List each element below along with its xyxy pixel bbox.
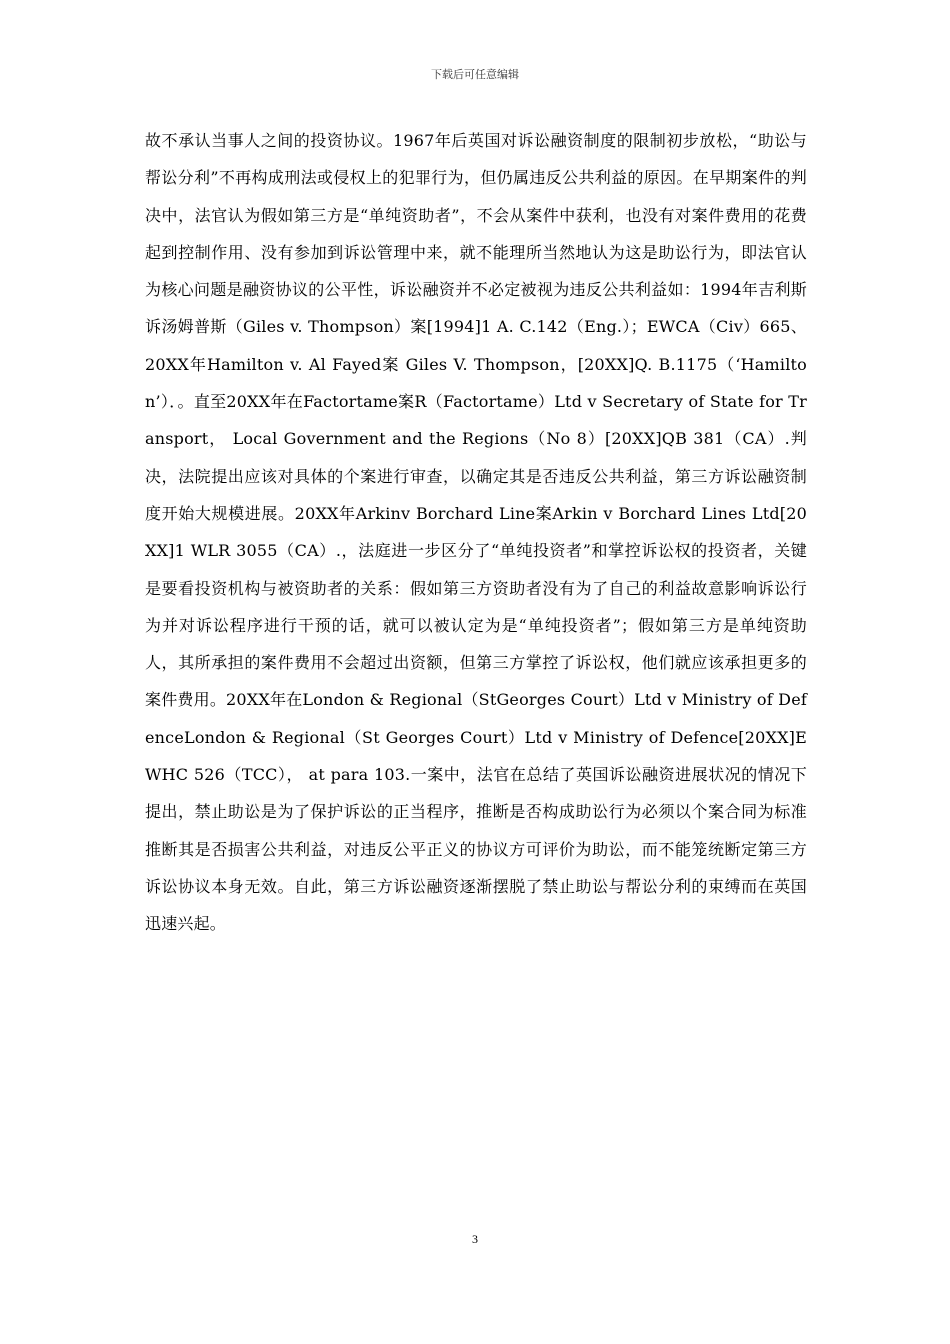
body-paragraph: 故不承认当事人之间的投资协议。1967年后英国对诉讼融资制度的限制初步放松，“助讼与帮讼分利”不再构成刑法或侵权上的犯罪行为，但仍属违反公共利益的原因。在早期案件的判决中，法官认为假如第三方是“单纯资助者”，不会从案件中获利，也没有对案件费用的花费起到控制作用、没有参加到诉讼管理中来，就不能理所当然地认为这是助讼行为，即法官认为核心问题是融资协议的公平性，诉讼融资并不必定被视为违反公共利益如：1994年吉利斯诉汤姆普斯（Giles v. Thompson）案[1994]1 A. C.142（Eng.）；EWCA（Civ）665、20XX年Hamilton v. Al Fayed案 Giles V. Thompson，[20XX]Q. B.1175（‘Hamilton’）．。直至20XX年在Factortame案R（Factortame）Ltd v Secretary of State for Transport， Local Government and the Regions（No 8）[20XX]QB 381（CA）.判决，法院提出应该对具体的个案进行审查，以确定其是否违反公共利益，第三方诉讼融资制度开始大规模进展。20XX年Arkinv Borchard Line案Arkin v Borchard Lines Ltd[20XX]1 WLR 3055（CA）.，法庭进一步区分了“单纯投资者”和掌控诉讼权的投资者，关键是要看投资机构与被资助者的关系：假如第三方资助者没有为了自己的利益故意影响诉讼行为并对诉讼程序进行干预的话，就可以被认定为是“单纯投资者”；假如第三方是单纯资助人，其所承担的案件费用不会超过出资额，但第三方掌控了诉讼权，他们就应该承担更多的案件费用。20XX年在London & Regional（StGeorges Court）Ltd v Ministry of DefenceLondon & Regional（St Georges Court）Ltd v Ministry of Defence[20XX]EWHC 526（TCC）， at para 103.一案中，法官在总结了英国诉讼融资进展状况的情况下提出，禁止助讼是为了保护诉讼的正当程序，推断是否构成助讼行为必须以个案合同为标准推断其是否损害公共利益，对违反公平正义的协议方可评价为助讼，而不能笼统断定第三方诉讼协议本身无效。自此，第三方诉讼融资逐渐摆脱了禁止助讼与帮讼分利的束缚而在英国迅速兴起。 (145, 131, 807, 934)
page-number: 3 (472, 1232, 478, 1246)
page-header: 下载后可任意编辑 (431, 68, 519, 81)
